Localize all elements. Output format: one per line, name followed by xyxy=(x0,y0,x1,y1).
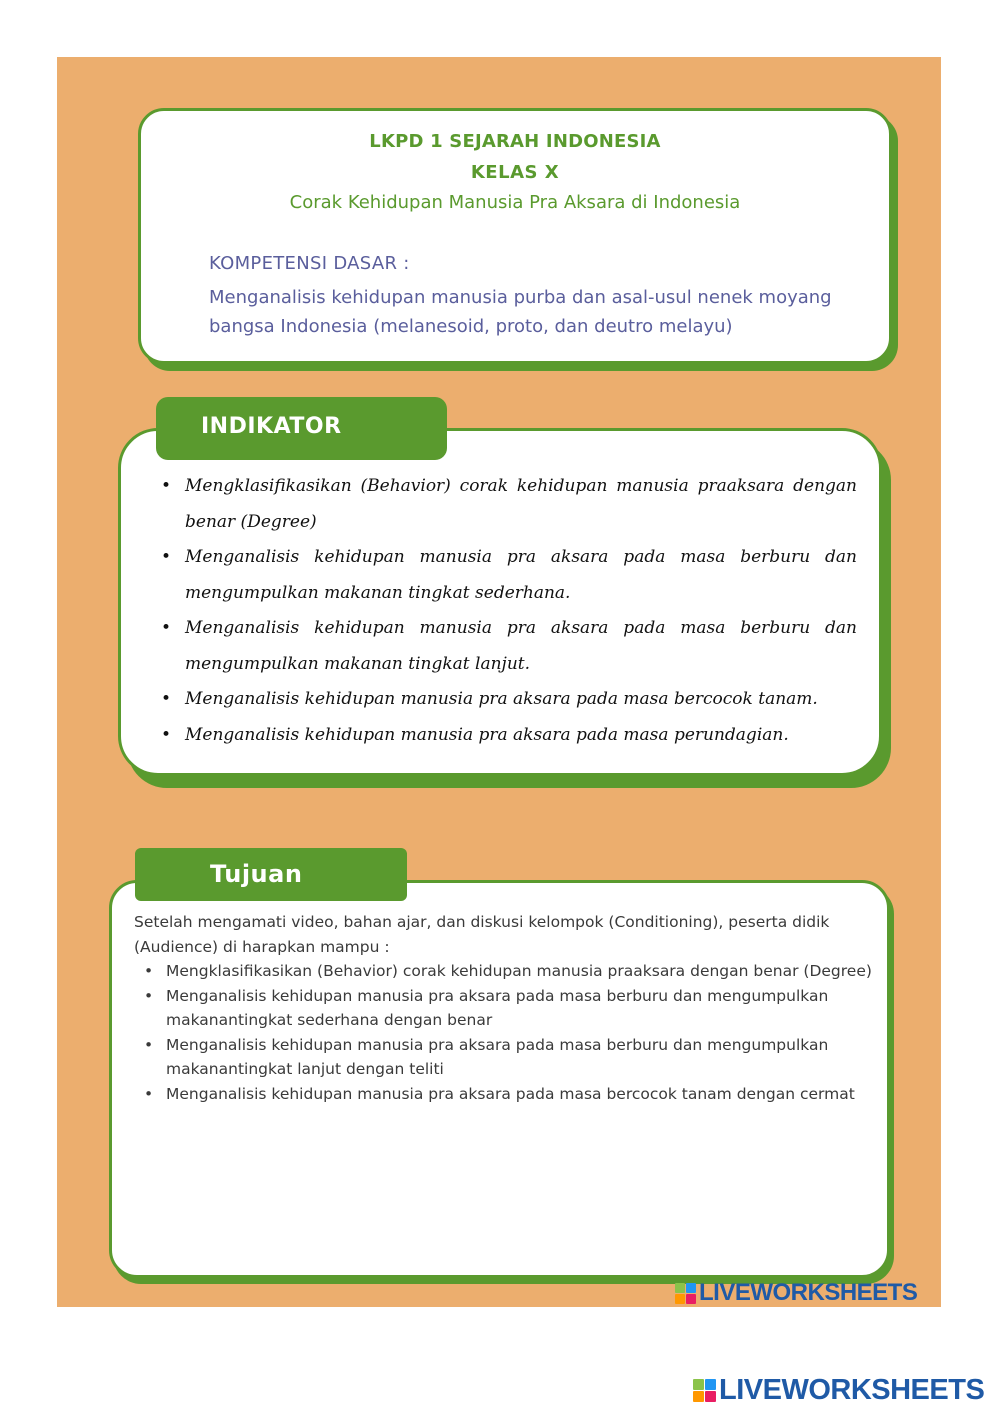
tujuan-item: • Mengklasifikasikan (Behavior) corak kehidupan manusia praaksara dengan benar (Degree) xyxy=(144,959,874,984)
watermark-text: LIVEWORKSHEETS xyxy=(719,1374,985,1406)
indikator-heading: INDIKATOR xyxy=(201,414,342,439)
header-card xyxy=(138,108,892,364)
liveworksheets-watermark xyxy=(675,1279,917,1307)
logo-square xyxy=(686,1294,696,1304)
tujuan-item: • Menganalisis kehidupan manusia pra aksara pada masa berburu dan mengumpulkan makanantingkat sederhana dengan benar xyxy=(144,984,874,1033)
indikator-card xyxy=(118,428,882,776)
tujuan-item: • Menganalisis kehidupan manusia pra aksara pada masa berburu dan mengumpulkan makanantingkat lanjut dengan teliti xyxy=(144,1033,874,1082)
liveworksheets-footer-logo[interactable] xyxy=(693,1374,984,1407)
indikator-heading-tab xyxy=(156,397,447,460)
tujuan-list xyxy=(144,959,874,1106)
kompetensi-text: Menganalisis kehidupan manusia purba dan asal-usul nenek moyang bangsa Indonesia (melanesoid, proto, dan deutro melayu) xyxy=(209,287,832,337)
tujuan-card xyxy=(109,880,890,1278)
tujuan-intro: Setelah mengamati video, bahan ajar, dan diskusi kelompok (Conditioning), peserta didik (Audience) di harapkan mampu : xyxy=(134,913,830,956)
watermark-text: LIVEWORKSHEETS xyxy=(699,1279,918,1306)
indikator-item: • Menganalisis kehidupan manusia pra aksara pada masa berburu dan mengumpulkan makanan tingkat lanjut. xyxy=(161,611,857,682)
indikator-item: • Menganalisis kehidupan manusia pra aksara pada masa berburu dan mengumpulkan makanan tingkat sederhana. xyxy=(161,540,857,611)
logo-square xyxy=(675,1294,685,1304)
indikator-item: • Mengklasifikasikan (Behavior) corak kehidupan manusia praaksara dengan benar (Degree) xyxy=(161,469,857,540)
liveworksheets-logo-icon xyxy=(675,1283,696,1304)
tujuan-heading: Tujuan xyxy=(210,860,303,888)
indikator-item: • Menganalisis kehidupan manusia pra aksara pada masa bercocok tanam. xyxy=(161,682,857,718)
logo-square xyxy=(693,1379,704,1390)
tujuan-item: • Menganalisis kehidupan manusia pra aksara pada masa bercocok tanam dengan cermat xyxy=(144,1082,874,1107)
indikator-item: • Menganalisis kehidupan manusia pra aksara pada masa perundagian. xyxy=(161,718,857,754)
topic-title: Corak Kehidupan Manusia Pra Aksara di Indonesia xyxy=(289,192,741,213)
logo-square xyxy=(705,1391,716,1402)
tujuan-heading-tab xyxy=(135,848,407,901)
indikator-list xyxy=(161,469,857,753)
liveworksheets-logo-icon xyxy=(693,1379,716,1402)
logo-square xyxy=(675,1283,685,1293)
logo-square xyxy=(705,1379,716,1390)
worksheet-title: LKPD 1 SEJARAH INDONESIA xyxy=(369,131,661,152)
class-label: KELAS X xyxy=(470,162,560,183)
logo-square xyxy=(693,1391,704,1402)
kompetensi-label: KOMPETENSI DASAR : xyxy=(209,253,410,274)
logo-square xyxy=(686,1283,696,1293)
